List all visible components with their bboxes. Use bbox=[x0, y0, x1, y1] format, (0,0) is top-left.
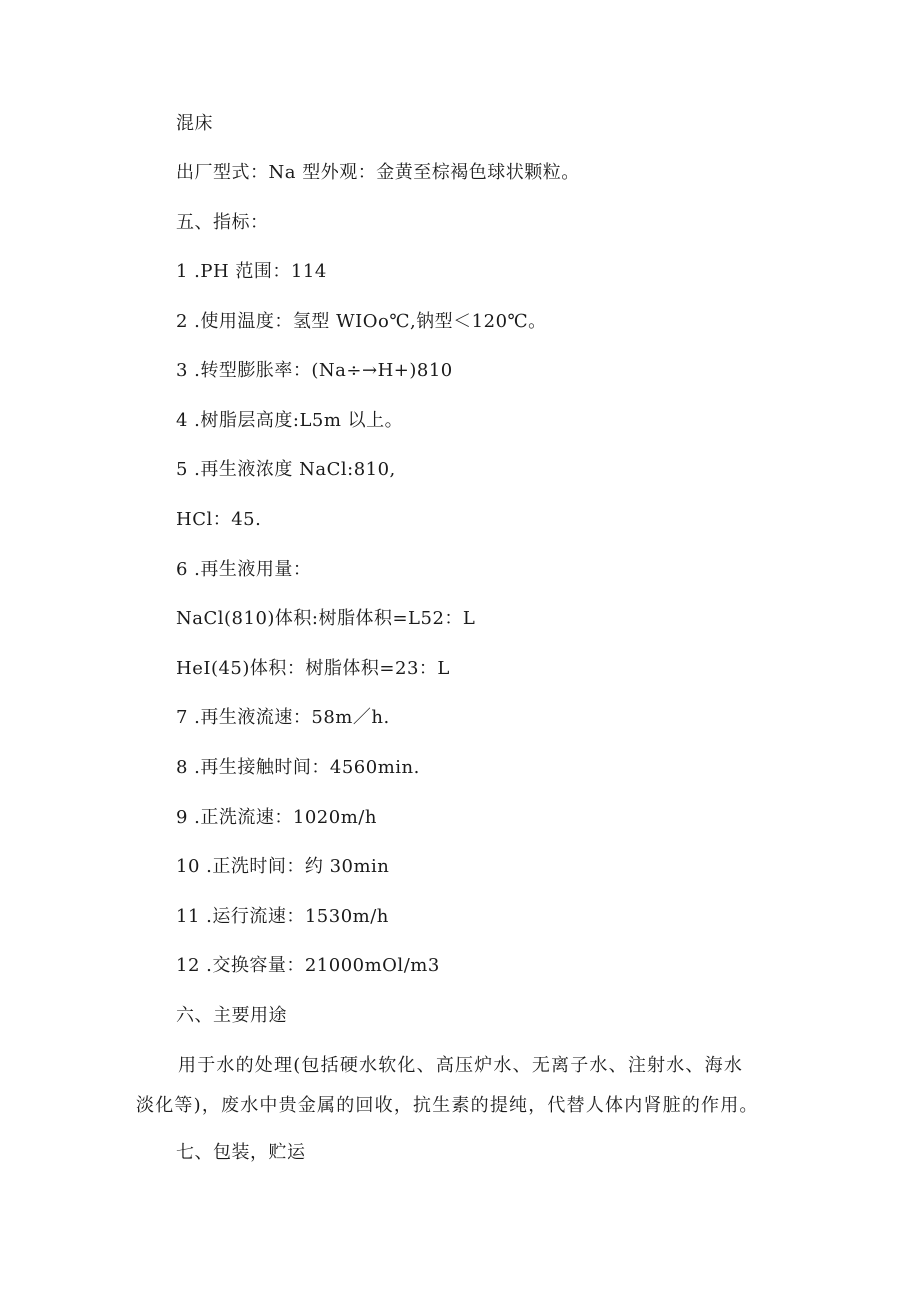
indicator-item-3: 3 .转型膨胀率：(Na÷→H+)810 bbox=[176, 360, 453, 381]
usage-paragraph-line-2: 淡化等)，废水中贵金属的回收，抗生素的提纯，代替人体内肾脏的作用。 bbox=[136, 1095, 759, 1116]
factory-form-text: 出厂型式：Na 型外观：金黄至棕褐色球状颗粒。 bbox=[176, 162, 580, 183]
section-heading-indicators: 五、指标： bbox=[176, 212, 269, 233]
indicator-item-5: 5 .再生液浓度 NaCl:810, bbox=[176, 459, 396, 480]
indicator-item-6: 6 .再生液用量： bbox=[176, 559, 312, 580]
indicator-item-7: 7 .再生液流速：58m／h. bbox=[176, 707, 390, 728]
indicator-item-8: 8 .再生接触时间：4560min. bbox=[176, 757, 420, 778]
indicator-item-1: 1 .PH 范围：114 bbox=[176, 261, 327, 282]
section-heading-usage: 六、主要用途 bbox=[176, 1005, 287, 1026]
indicator-item-10: 10 .正洗时间：约 30min bbox=[176, 856, 390, 877]
usage-paragraph-line-1: 用于水的处理(包括硬水软化、高压炉水、无离子水、注射水、海水 bbox=[178, 1055, 744, 1076]
indicator-item-5-hcl: HCl：45. bbox=[176, 509, 262, 530]
indicator-item-6-nacl: NaCl(810)体积:树脂体积=L52：L bbox=[176, 608, 476, 629]
indicator-item-12: 12 .交换容量：21000mOl/m3 bbox=[176, 955, 440, 976]
section-heading-packaging: 七、包装，贮运 bbox=[176, 1142, 306, 1163]
section-label-mixed-bed: 混床 bbox=[176, 113, 213, 134]
indicator-item-6-hcl: HeI(45)体积：树脂体积=23：L bbox=[176, 658, 450, 679]
indicator-item-11: 11 .运行流速：1530m/h bbox=[176, 906, 389, 927]
usage-paragraph bbox=[136, 1046, 776, 1126]
indicator-item-2: 2 .使用温度：氢型 WIOo℃,钠型＜120℃。 bbox=[176, 311, 547, 332]
indicator-item-4: 4 .树脂层高度:L5m 以上。 bbox=[176, 410, 404, 431]
indicator-item-9: 9 .正洗流速：1020m/h bbox=[176, 807, 377, 828]
